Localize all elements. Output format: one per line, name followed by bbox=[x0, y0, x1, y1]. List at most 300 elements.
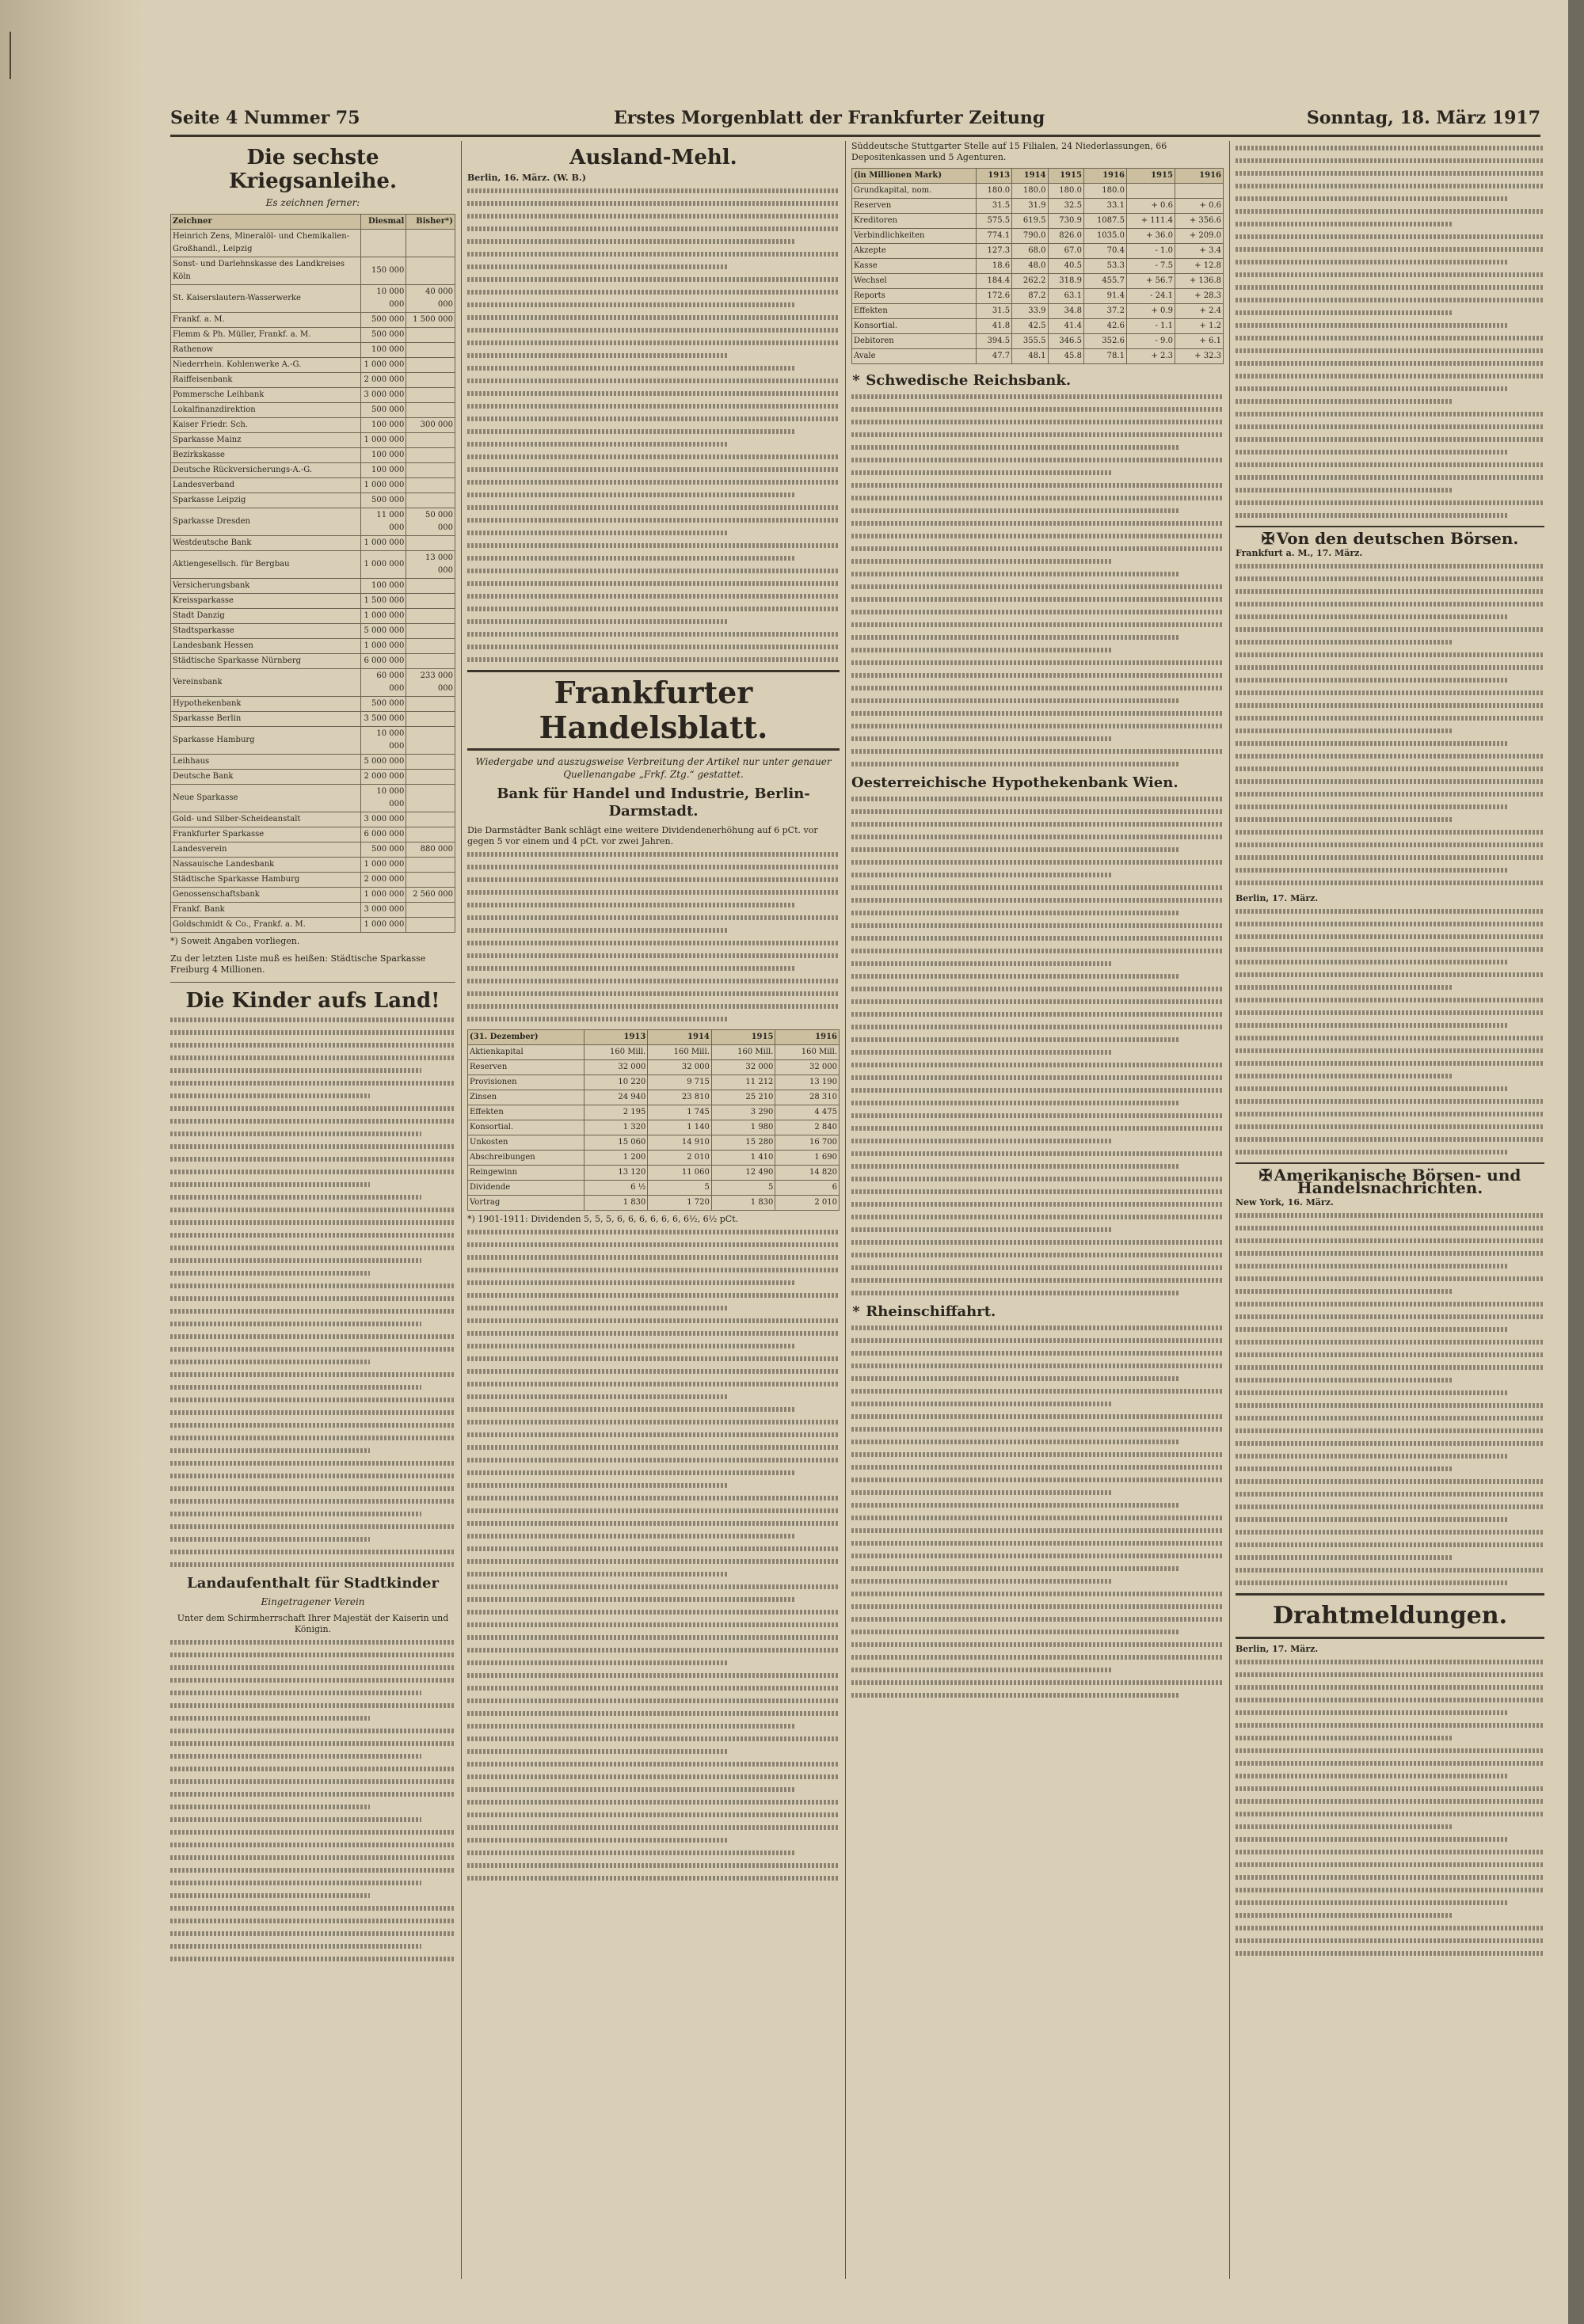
text-line bbox=[467, 1711, 840, 1716]
table-row bbox=[171, 712, 455, 727]
text-line bbox=[1236, 716, 1544, 721]
issue-date: Sonntag, 18. März 1917 bbox=[1306, 108, 1540, 128]
table-cell bbox=[406, 373, 455, 388]
table-row bbox=[171, 313, 455, 328]
text-line bbox=[851, 1554, 1224, 1558]
table-cell: 10 000 000 bbox=[361, 727, 406, 755]
table-cell: 28 310 bbox=[775, 1090, 840, 1105]
text-line bbox=[1236, 1403, 1544, 1408]
table-cell: + 3.4 bbox=[1175, 244, 1223, 259]
table-cell: 1 720 bbox=[648, 1196, 712, 1211]
table-cell: Versicherungsbank bbox=[171, 579, 361, 594]
text-line bbox=[467, 1534, 795, 1539]
table-cell: Hypothekenbank bbox=[171, 697, 361, 712]
text-line bbox=[1236, 1492, 1544, 1497]
table-cell: Pommersche Leihbank bbox=[171, 388, 361, 403]
text-line bbox=[170, 1678, 455, 1683]
headline-american-exchanges bbox=[1236, 1162, 1544, 1197]
table-cell: Kreditoren bbox=[852, 214, 977, 229]
text-line bbox=[851, 1668, 1112, 1672]
text-line bbox=[1236, 1530, 1544, 1535]
text-line bbox=[170, 1246, 455, 1250]
table-footnote: *) Soweit Angaben vorliegen. bbox=[170, 936, 300, 946]
text-line bbox=[851, 1075, 1224, 1080]
table-cell bbox=[406, 873, 455, 888]
table-cell: - 24.1 bbox=[1126, 289, 1175, 304]
text-line bbox=[1236, 513, 1507, 518]
text-line bbox=[1236, 1010, 1544, 1015]
table-cell: Landesverein bbox=[171, 842, 361, 858]
dateline: Berlin, 17. März. bbox=[1236, 893, 1319, 903]
text-line bbox=[1236, 222, 1452, 226]
text-line bbox=[851, 835, 1224, 839]
table-row bbox=[171, 755, 455, 770]
table-cell bbox=[406, 579, 455, 594]
text-line bbox=[851, 1151, 1224, 1156]
text-line bbox=[1236, 881, 1544, 885]
text-line bbox=[467, 353, 728, 358]
text-line bbox=[851, 949, 1224, 953]
table-row bbox=[852, 259, 1224, 274]
text-line bbox=[170, 1868, 455, 1873]
table-cell: 180.0 bbox=[1048, 184, 1083, 199]
table-cell: 87.2 bbox=[1012, 289, 1048, 304]
table-header: (in Millionen Mark) bbox=[852, 169, 977, 184]
table-header: 1916 bbox=[775, 1030, 840, 1045]
text-line bbox=[1236, 1023, 1507, 1028]
text-line bbox=[467, 1749, 728, 1754]
text-line bbox=[851, 1278, 1224, 1283]
table-cell: Landesverband bbox=[171, 478, 361, 493]
text-line bbox=[851, 1376, 1179, 1381]
text-line bbox=[1236, 576, 1544, 581]
text-line bbox=[170, 1372, 455, 1377]
asterisk-icon: * bbox=[852, 372, 860, 389]
table-cell bbox=[406, 493, 455, 508]
dateline: Frankfurt a. M., 17. März. bbox=[1236, 548, 1363, 558]
text-line bbox=[1236, 1837, 1507, 1842]
text-line bbox=[170, 1665, 455, 1670]
table-cell: 42.5 bbox=[1012, 319, 1048, 334]
table-cell: Sonst- und Darlehnskasse des Landkreises Köln bbox=[171, 257, 361, 285]
text-line bbox=[467, 979, 840, 983]
text-line bbox=[1236, 1264, 1507, 1269]
table-cell: 100 000 bbox=[361, 418, 406, 433]
table-row bbox=[852, 349, 1224, 364]
table-cell: Kasse bbox=[852, 259, 977, 274]
table-cell: 13 190 bbox=[775, 1075, 840, 1090]
table-cell: Reserven bbox=[468, 1060, 584, 1075]
headline-swedish-bank bbox=[851, 372, 1224, 390]
text-line bbox=[851, 660, 1224, 665]
text-line bbox=[851, 873, 1112, 877]
table-cell bbox=[406, 343, 455, 358]
table-cell bbox=[406, 478, 455, 493]
table-header: Bisher*) bbox=[406, 215, 455, 230]
text-line bbox=[1236, 361, 1544, 366]
text-line bbox=[1236, 947, 1544, 952]
headline-war-loan: Die sechste Kriegsanleihe. bbox=[228, 146, 398, 193]
table-cell: 2 560 000 bbox=[406, 888, 455, 903]
text-line bbox=[170, 1792, 455, 1797]
text-line bbox=[851, 1050, 1112, 1055]
text-line bbox=[1236, 437, 1544, 442]
text-line bbox=[851, 1227, 1112, 1232]
text-line bbox=[170, 1094, 370, 1098]
text-line bbox=[170, 1703, 455, 1708]
table-cell: 100 000 bbox=[361, 579, 406, 594]
table-cell: Konsortial. bbox=[852, 319, 977, 334]
table-cell: 1 200 bbox=[584, 1151, 648, 1166]
text-line bbox=[467, 966, 795, 971]
text-line bbox=[1236, 1390, 1507, 1395]
text-line bbox=[851, 1604, 1224, 1609]
table-cell: Avale bbox=[852, 349, 977, 364]
text-line bbox=[1236, 868, 1507, 873]
text-line bbox=[851, 432, 1224, 437]
section-copyright-note: Wiedergabe und auszugsweise Verbreitung der Artikel nur unter genauer Quellenangabe „Frkf. Ztg.“ gestattet. bbox=[475, 756, 832, 780]
text-line bbox=[1236, 209, 1544, 214]
text-line bbox=[467, 1004, 840, 1009]
masthead bbox=[170, 101, 1540, 133]
text-line bbox=[1236, 285, 1544, 290]
text-line bbox=[1236, 804, 1507, 809]
text-line bbox=[1236, 842, 1544, 847]
table-cell: Niederrhein. Kohlenwerke A.-G. bbox=[171, 358, 361, 373]
table-cell: + 36.0 bbox=[1126, 229, 1175, 244]
table-cell: 6 bbox=[775, 1181, 840, 1196]
article-body-lines bbox=[170, 1640, 455, 1961]
text-line bbox=[851, 1516, 1224, 1520]
table-cell bbox=[406, 827, 455, 842]
table-cell: + 111.4 bbox=[1126, 214, 1175, 229]
text-line bbox=[1236, 998, 1544, 1002]
table-cell: - 1.0 bbox=[1126, 244, 1175, 259]
star-icon: ✠ bbox=[1258, 1166, 1273, 1185]
text-line bbox=[170, 1779, 455, 1784]
text-line bbox=[851, 546, 1224, 551]
table-row bbox=[171, 358, 455, 373]
text-line bbox=[851, 508, 1179, 513]
text-line bbox=[851, 1364, 1224, 1368]
table-cell: 1 830 bbox=[711, 1196, 775, 1211]
table-cell: 160 Mill. bbox=[648, 1045, 712, 1060]
text-line bbox=[1236, 665, 1544, 670]
text-line bbox=[1236, 1938, 1544, 1943]
table-cell bbox=[406, 712, 455, 727]
text-line bbox=[170, 1461, 455, 1466]
headline-rhine-shipping bbox=[851, 1303, 1224, 1321]
table-row bbox=[468, 1105, 840, 1120]
text-line bbox=[851, 584, 1224, 589]
table-cell: 2 010 bbox=[648, 1151, 712, 1166]
text-line bbox=[1236, 374, 1544, 378]
text-line bbox=[1236, 450, 1507, 455]
text-line bbox=[467, 493, 795, 497]
column-1 bbox=[170, 141, 455, 2287]
text-line bbox=[851, 885, 1224, 890]
table-cell: Städtische Sparkasse Hamburg bbox=[171, 873, 361, 888]
table-header: 1914 bbox=[648, 1030, 712, 1045]
text-line bbox=[170, 1767, 455, 1771]
table-cell: 2 000 000 bbox=[361, 873, 406, 888]
table-row bbox=[171, 827, 455, 842]
text-line bbox=[851, 762, 1179, 766]
text-line bbox=[851, 1693, 1179, 1698]
text-line bbox=[467, 328, 840, 333]
text-line bbox=[1236, 1086, 1507, 1091]
text-line bbox=[1236, 1685, 1544, 1690]
table-cell: 53.3 bbox=[1083, 259, 1126, 274]
table-row bbox=[171, 418, 455, 433]
table-cell: 23 810 bbox=[648, 1090, 712, 1105]
table-cell: 34.8 bbox=[1048, 304, 1083, 319]
text-line bbox=[1236, 171, 1544, 176]
table-row bbox=[171, 388, 455, 403]
text-line bbox=[467, 1673, 840, 1678]
table-cell: Deutsche Bank bbox=[171, 770, 361, 785]
text-line bbox=[1236, 412, 1544, 416]
table-cell: Frankfurter Sparkasse bbox=[171, 827, 361, 842]
text-line bbox=[1236, 1900, 1507, 1905]
text-line bbox=[1236, 1723, 1544, 1728]
table-cell: Vortrag bbox=[468, 1196, 584, 1211]
table-cell: 500 000 bbox=[361, 697, 406, 712]
text-line bbox=[467, 239, 795, 244]
text-line bbox=[851, 860, 1224, 865]
text-line bbox=[851, 1452, 1224, 1457]
text-line bbox=[170, 1410, 455, 1415]
table-cell: Neue Sparkasse bbox=[171, 785, 361, 812]
binding-shadow bbox=[0, 0, 143, 2324]
text-line bbox=[851, 809, 1224, 814]
text-line bbox=[467, 1812, 840, 1817]
table-cell: 1 830 bbox=[584, 1196, 648, 1211]
text-line bbox=[1236, 1862, 1544, 1867]
table-cell: Westdeutsche Bank bbox=[171, 536, 361, 551]
text-line bbox=[170, 1296, 455, 1301]
article-body-lines bbox=[851, 394, 1224, 766]
table-cell: Raiffeisenbank bbox=[171, 373, 361, 388]
text-line bbox=[170, 1512, 421, 1516]
text-line bbox=[467, 264, 728, 269]
text-line bbox=[170, 1309, 455, 1314]
table-cell: 160 Mill. bbox=[584, 1045, 648, 1060]
text-line bbox=[170, 1271, 370, 1276]
asterisk-icon: * bbox=[852, 1303, 860, 1320]
headline-children: Die Kinder aufs Land! bbox=[185, 989, 440, 1013]
text-line bbox=[170, 1817, 421, 1822]
table-row bbox=[171, 463, 455, 478]
table-cell: 2 010 bbox=[775, 1196, 840, 1211]
newspaper-title: Erstes Morgenblatt der Frankfurter Zeitung bbox=[614, 108, 1045, 128]
table-footnote: *) 1901-1911: Dividenden 5, 5, 5, 6, 6, 6, 6, 6, 6, 6½, 6½ pCt. bbox=[467, 1214, 739, 1224]
article-body-lines bbox=[851, 797, 1224, 1295]
text-line bbox=[467, 391, 840, 396]
table-cell: 500 000 bbox=[361, 493, 406, 508]
text-line bbox=[170, 1944, 421, 1949]
text-line bbox=[467, 915, 840, 920]
table-cell: 11 060 bbox=[648, 1166, 712, 1181]
text-line bbox=[1236, 158, 1544, 163]
text-line bbox=[170, 1906, 455, 1911]
text-line bbox=[467, 531, 728, 535]
text-line bbox=[1236, 1314, 1544, 1319]
text-line bbox=[851, 572, 1179, 576]
note-correction: Zu der letzten Liste muß es heißen: Städtische Sparkasse Freiburg 4 Millionen. bbox=[170, 953, 426, 975]
text-line bbox=[467, 201, 840, 206]
text-line bbox=[467, 302, 795, 307]
text-line bbox=[851, 458, 1224, 462]
text-line bbox=[1236, 1913, 1452, 1918]
table-cell: 455.7 bbox=[1083, 274, 1126, 289]
table-cell: - 9.0 bbox=[1126, 334, 1175, 349]
text-line bbox=[1236, 589, 1544, 594]
table-cell bbox=[406, 257, 455, 285]
text-line bbox=[1236, 855, 1544, 860]
text-line bbox=[1236, 766, 1544, 771]
text-line bbox=[1236, 652, 1544, 657]
table-cell bbox=[406, 770, 455, 785]
text-line bbox=[851, 648, 1112, 652]
table-cell: 13 000 000 bbox=[406, 551, 455, 579]
text-line bbox=[467, 416, 840, 421]
text-line bbox=[851, 898, 1224, 903]
table-row bbox=[468, 1151, 840, 1166]
text-line bbox=[1236, 1824, 1452, 1829]
text-line bbox=[851, 1240, 1224, 1245]
table-row bbox=[171, 812, 455, 827]
table-cell: 394.5 bbox=[976, 334, 1011, 349]
text-line bbox=[851, 1566, 1179, 1571]
text-line bbox=[467, 1255, 840, 1260]
text-line bbox=[467, 632, 840, 637]
text-line bbox=[467, 607, 840, 611]
table-row bbox=[171, 343, 455, 358]
text-line bbox=[467, 657, 840, 662]
table-cell: Sparkasse Leipzig bbox=[171, 493, 361, 508]
table-cell: 33.1 bbox=[1083, 199, 1126, 214]
text-line bbox=[1236, 909, 1544, 914]
table-cell: 3 000 000 bbox=[361, 903, 406, 918]
text-line bbox=[851, 1177, 1224, 1181]
table-row bbox=[852, 319, 1224, 334]
text-line bbox=[1236, 146, 1544, 150]
text-line bbox=[851, 1490, 1112, 1495]
table-cell: 15 280 bbox=[711, 1135, 775, 1151]
text-line bbox=[851, 1528, 1224, 1533]
text-line bbox=[467, 1293, 840, 1298]
column-divider bbox=[461, 141, 462, 2279]
text-line bbox=[1236, 1289, 1452, 1294]
signature-text: Unter dem Schirmherrschaft Ihrer Majestät der Kaiserin und Königin. bbox=[177, 1613, 449, 1634]
table-cell: 1 500 000 bbox=[406, 313, 455, 328]
table-cell: 1 000 000 bbox=[361, 551, 406, 579]
table-cell: 160 Mill. bbox=[775, 1045, 840, 1060]
table-cell: Frankf. Bank bbox=[171, 903, 361, 918]
table-cell: 60 000 000 bbox=[361, 669, 406, 697]
text-line bbox=[170, 1741, 455, 1746]
text-line bbox=[1236, 1416, 1544, 1421]
table-header: 1915 bbox=[1048, 169, 1083, 184]
text-line bbox=[467, 556, 795, 561]
text-line bbox=[1236, 1555, 1452, 1560]
table-row bbox=[468, 1045, 840, 1060]
table-cell bbox=[406, 755, 455, 770]
table-cell: 24 940 bbox=[584, 1090, 648, 1105]
table-cell: Wechsel bbox=[852, 274, 977, 289]
text-line bbox=[170, 1157, 455, 1162]
text-line bbox=[170, 1486, 455, 1491]
text-line bbox=[1236, 640, 1452, 645]
text-line bbox=[170, 1081, 455, 1086]
table-cell bbox=[1175, 184, 1223, 199]
text-line bbox=[467, 581, 840, 586]
text-line bbox=[170, 1233, 455, 1238]
text-line bbox=[170, 1691, 421, 1695]
table-row bbox=[468, 1196, 840, 1211]
table-cell: 1 980 bbox=[711, 1120, 775, 1135]
table-cell: 4 475 bbox=[775, 1105, 840, 1120]
table-cell: + 2.3 bbox=[1126, 349, 1175, 364]
text-line bbox=[170, 1830, 455, 1835]
table-cell: 31.9 bbox=[1012, 199, 1048, 214]
text-line bbox=[851, 1427, 1224, 1432]
table-cell: 1 745 bbox=[648, 1105, 712, 1120]
table-row bbox=[171, 536, 455, 551]
text-line bbox=[467, 188, 840, 193]
text-line bbox=[467, 404, 840, 409]
text-line bbox=[467, 340, 840, 345]
text-line bbox=[851, 1139, 1112, 1143]
table-cell: 40 000 000 bbox=[406, 285, 455, 313]
text-line bbox=[467, 1483, 728, 1488]
text-line bbox=[1236, 272, 1544, 277]
table-cell: 2 000 000 bbox=[361, 770, 406, 785]
text-line bbox=[851, 1326, 1224, 1330]
text-line bbox=[1236, 1327, 1507, 1332]
table-cell: 6 ½ bbox=[584, 1181, 648, 1196]
text-line bbox=[170, 1195, 421, 1200]
text-line bbox=[170, 1258, 421, 1263]
text-line bbox=[170, 1550, 455, 1554]
text-line bbox=[170, 1322, 421, 1326]
column-divider bbox=[845, 141, 846, 2279]
table-cell: 67.0 bbox=[1048, 244, 1083, 259]
table-cell: Stadt Danzig bbox=[171, 609, 361, 624]
table-cell: 1 500 000 bbox=[361, 594, 406, 609]
table-row bbox=[852, 304, 1224, 319]
table-cell: Städtische Sparkasse Nürnberg bbox=[171, 654, 361, 669]
text-line bbox=[1236, 1926, 1544, 1930]
text-line bbox=[851, 521, 1224, 526]
text-line bbox=[170, 1043, 455, 1048]
text-line bbox=[467, 1762, 840, 1767]
text-line bbox=[170, 1855, 455, 1860]
table-cell: 262.2 bbox=[1012, 274, 1048, 289]
text-line bbox=[170, 1334, 455, 1339]
table-cell: Abschreibungen bbox=[468, 1151, 584, 1166]
text-line bbox=[851, 822, 1224, 827]
table-cell: 32 000 bbox=[648, 1060, 712, 1075]
text-line bbox=[1236, 1542, 1544, 1547]
table-cell bbox=[406, 812, 455, 827]
text-line bbox=[467, 429, 795, 434]
table-cell: Unkosten bbox=[468, 1135, 584, 1151]
page-edge-mark bbox=[10, 32, 19, 79]
table-cell: 3 500 000 bbox=[361, 712, 406, 727]
text-line bbox=[467, 594, 840, 599]
